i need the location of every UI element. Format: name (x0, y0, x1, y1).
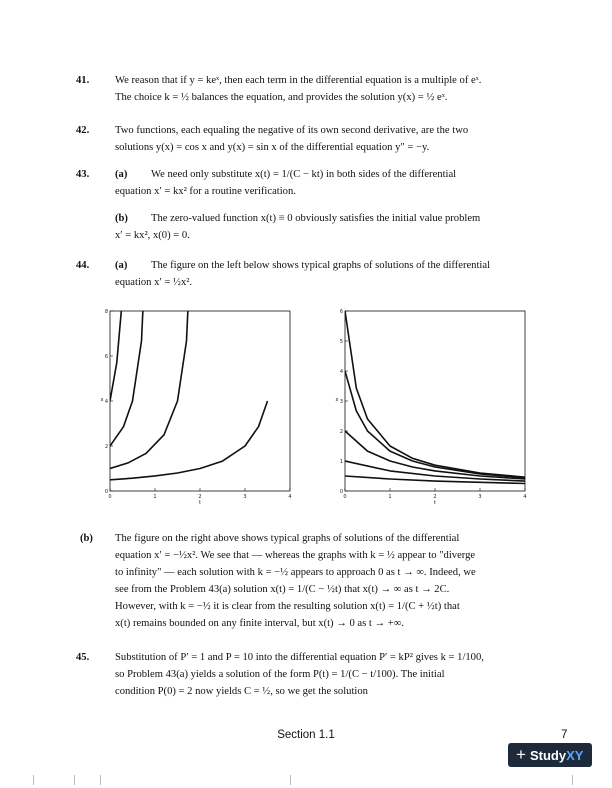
x-tick-label: 3 (243, 494, 247, 500)
part-label: (a) (115, 260, 128, 271)
curves-group (110, 305, 268, 480)
section-footer: Section 1.1 (277, 729, 335, 741)
y-tick-label: 3 (339, 399, 343, 405)
part-label: (b) (80, 533, 93, 544)
problem-number: 42. (76, 125, 90, 136)
text-line: x(t) remains bounded on any finite interval, but x(t) → 0 as t → +∞. (115, 618, 404, 629)
problem-41 (76, 72, 550, 106)
x-axis-label: t (434, 500, 436, 506)
x-axis-label: t (199, 500, 201, 506)
badge-brand-accent: XY (566, 748, 584, 763)
solution-curve (110, 305, 153, 446)
x-tick-label: 2 (433, 494, 437, 500)
text-line: Substitution of P′ = 1 and P = 10 into the differential equation P′ = kP² gives k = 1/100, (115, 652, 484, 663)
text-line: We reason that if y = keˣ, then each term in the differential equation is a multiple of eˣ. (115, 75, 482, 86)
text-line: to infinity" — each solution with k = −½ appears to approach 0 as t → ∞. Indeed, we (115, 567, 476, 578)
y-tick-label: 8 (104, 309, 108, 315)
text-line: so Problem 43(a) yields a solution of the form P(t) = 1/(C − t/100). The initial (115, 669, 445, 680)
problem-number: 45. (76, 652, 90, 663)
page-number: 7 (561, 729, 568, 741)
text-line: The figure on the right above shows typical graphs of solutions of the differential (115, 533, 460, 544)
x-tick-label: 1 (388, 494, 392, 500)
part-a (115, 257, 550, 274)
text-line: The choice k = ½ balances the equation, and provides the solution y(x) = ½ eˣ. (115, 92, 448, 103)
solution-curve (345, 431, 525, 479)
problem-number: 43. (76, 169, 90, 180)
text-line: equation x′ = −½x². We see that — whereas the graphs with k = ½ appear to "diverge (115, 550, 476, 561)
text-line: However, with k = −½ it is clear from the resulting solution x(t) = 1/(C + ½t) that (115, 601, 460, 612)
x-tick-label: 0 (343, 494, 347, 500)
text-line: equation x′ = kx² for a routine verification. (115, 186, 296, 197)
text-line: condition P(0) = 2 now yields C = ½, so we get the solution (115, 686, 368, 697)
left-solution-plot (100, 305, 302, 510)
problem-45 (76, 649, 550, 700)
text-line: see from the Problem 43(a) solution x(t) = 1/(C − ½t) that x(t) → ∞ as t → 2C. (115, 584, 450, 595)
y-axis-label: x (100, 397, 104, 403)
part-label: (a) (115, 169, 128, 180)
text-line: The figure on the left below shows typical graphs of solutions of the differential (151, 260, 491, 271)
curves-group (345, 311, 525, 484)
y-tick-label: 0 (339, 489, 343, 495)
badge-brand: Study (529, 748, 567, 763)
text-line: Two functions, each equaling the negative of its own second derivative, are the two (115, 125, 469, 136)
right-solution-plot (335, 305, 537, 510)
text-line: We need only substitute x(t) = 1/(C − kt) in both sides of the differential (151, 169, 457, 180)
part-b (80, 530, 550, 547)
part-b (115, 210, 550, 227)
problem-number: 41. (76, 75, 90, 86)
x-tick-label: 1 (153, 494, 157, 500)
text-line: solutions y(x) = cos x and y(x) = sin x of the differential equation y″ = −y. (115, 142, 430, 153)
studyxy-badge[interactable] (508, 743, 592, 767)
text-line: The zero-valued function x(t) ≡ 0 obviously satisfies the initial value problem (151, 213, 481, 224)
text-line: equation x′ = ½x². (115, 277, 193, 288)
problem-number: 44. (76, 260, 90, 271)
solution-curve (110, 305, 193, 468)
x-tick-label: 4 (288, 494, 292, 500)
x-tick-label: 2 (198, 494, 202, 500)
y-tick-label: 4 (339, 369, 343, 375)
y-tick-label: 2 (339, 429, 343, 435)
part-label: (b) (115, 213, 128, 224)
solution-curve (110, 401, 268, 480)
bottom-margin-marks (0, 775, 612, 788)
plot-right-svg (335, 305, 537, 510)
y-tick-label: 4 (104, 399, 108, 405)
plot-left-svg (100, 305, 302, 510)
problem-43 (76, 166, 550, 244)
x-tick-label: 3 (478, 494, 482, 500)
x-tick-label: 4 (523, 494, 527, 500)
text-line: x′ = kx², x(0) = 0. (115, 230, 190, 241)
y-tick-label: 6 (339, 309, 343, 315)
y-tick-label: 5 (339, 339, 343, 345)
y-tick-label: 2 (104, 444, 108, 450)
problem-42 (76, 122, 550, 156)
plus-icon: + (516, 745, 526, 764)
y-tick-label: 0 (104, 489, 108, 495)
y-tick-label: 1 (339, 459, 343, 465)
problem-44-part-b (80, 530, 550, 632)
problem-44 (76, 257, 550, 291)
plot-frame (110, 311, 290, 491)
x-tick-label: 0 (108, 494, 112, 500)
plot-frame (345, 311, 525, 491)
solution-curve (110, 305, 130, 401)
y-tick-label: 6 (104, 354, 108, 360)
part-a (115, 166, 550, 183)
y-axis-label: x (335, 397, 339, 403)
